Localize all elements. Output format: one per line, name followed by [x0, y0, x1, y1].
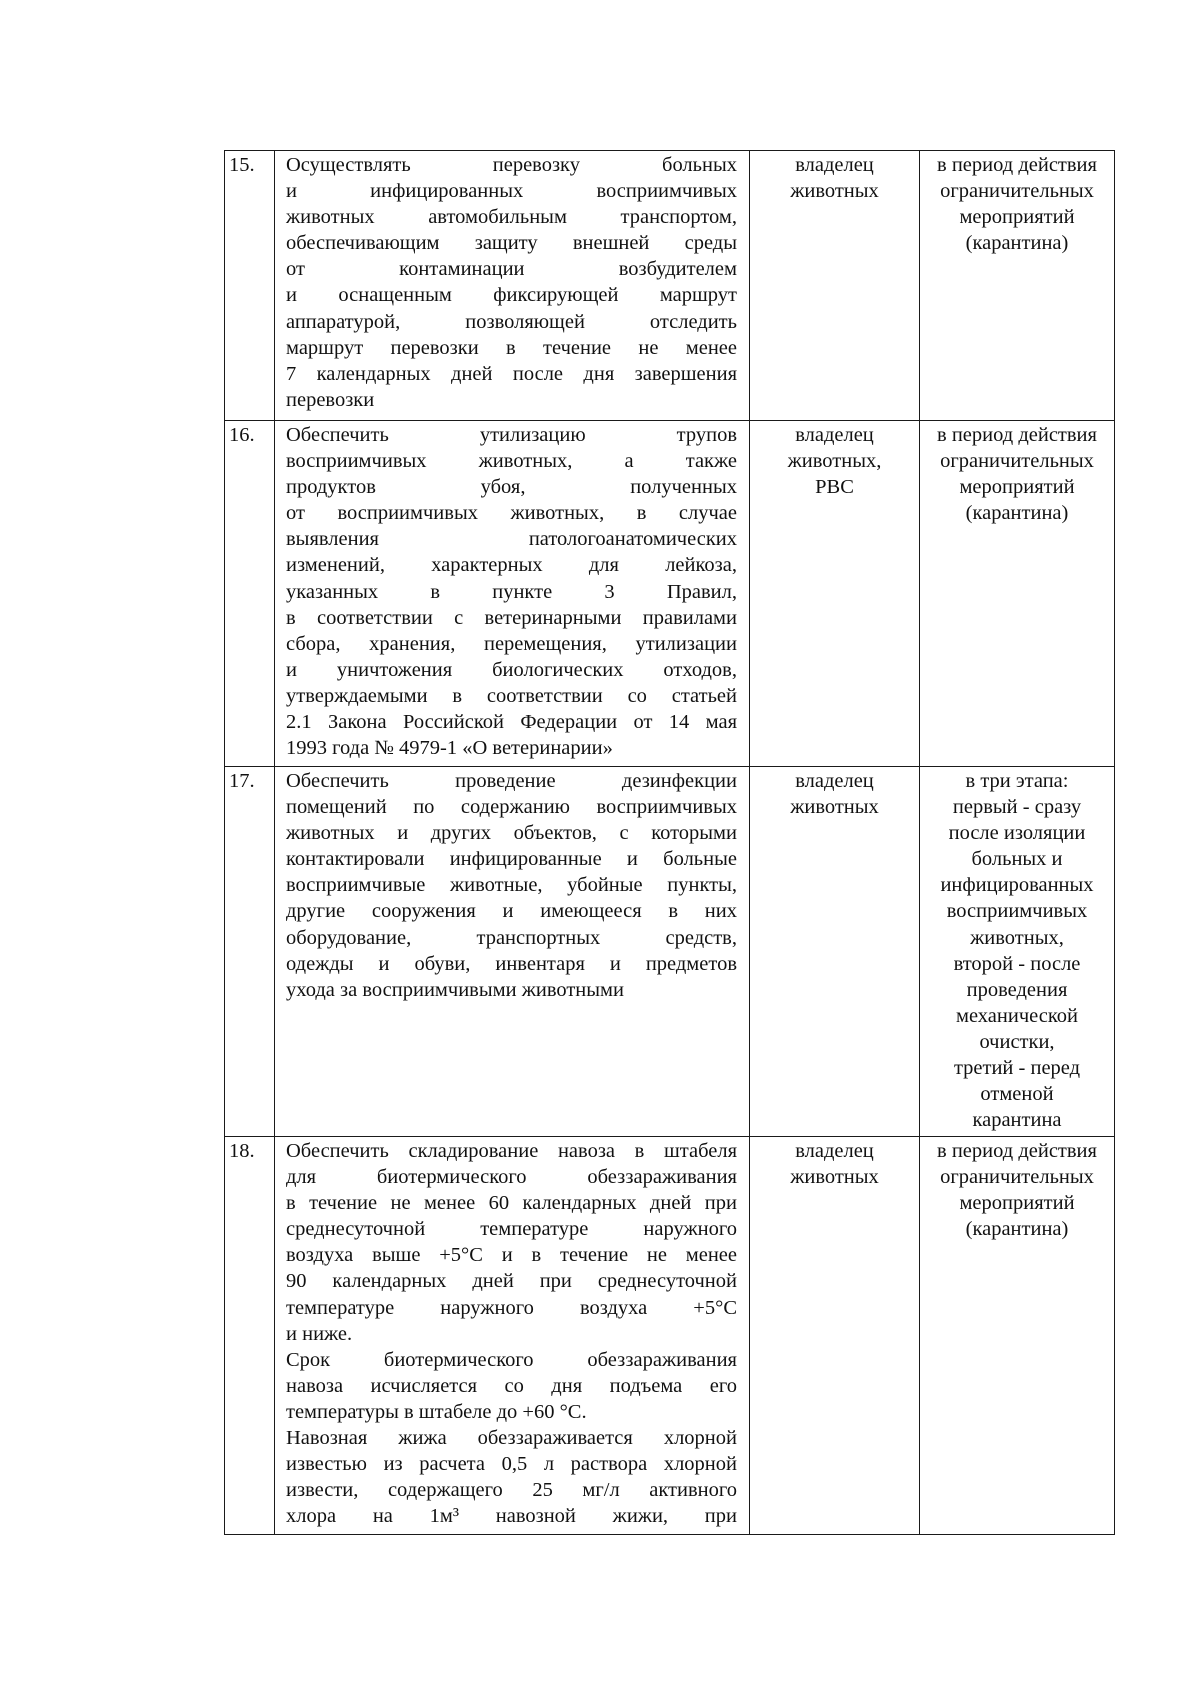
- action-text-line: в течение не менее 60 календарных дней при: [286, 1192, 737, 1215]
- action-text-line: обеспечивающим защиту внешней среды: [286, 232, 737, 255]
- responsible-cell: [750, 151, 920, 421]
- action-text-line: в соответствии с ветеринарными правилами: [286, 606, 737, 629]
- term-text-line: инфицированных: [940, 874, 1094, 897]
- action-text-line: другие сооружения и имеющееся в них: [286, 900, 737, 923]
- term-text-line: ограничительных: [940, 180, 1094, 203]
- responsible-text-line: животных: [790, 796, 879, 819]
- responsible-text-line: владелец: [795, 1140, 874, 1162]
- table-body: [225, 151, 1115, 1535]
- term-text-line: мероприятий: [959, 476, 1075, 499]
- term-text-line: ограничительных: [940, 450, 1094, 473]
- action-text-line: Обеспечить утилизацию трупов: [286, 424, 737, 446]
- action-text-line: 7 календарных дней после дня завершения: [286, 362, 737, 385]
- measures-table: [224, 150, 1115, 1535]
- action-text-line: воздуха выше +5°С и в течение не менее: [286, 1244, 737, 1267]
- action-text-line: одежды и обуви, инвентаря и предметов: [286, 952, 737, 975]
- action-cell: [275, 767, 750, 1137]
- term-text-line: в три этапа:: [965, 770, 1069, 792]
- term-cell: [920, 421, 1115, 767]
- action-text-line: оборудование, транспортных средств,: [286, 926, 737, 949]
- action-text-line: помещений по содержанию восприимчивых: [286, 796, 737, 819]
- action-text-line: температуры в штабеле до +60 °С.: [286, 1400, 587, 1423]
- term-text-line: в период действия: [937, 1140, 1097, 1162]
- action-text-line: животных автомобильным транспортом,: [286, 206, 737, 229]
- action-text-line: утверждаемыми в соответствии со статьей: [286, 684, 737, 707]
- action-text-line: аппаратурой, позволяющей отследить: [286, 310, 737, 333]
- action-text-line: навоза исчисляется со дня подъема его: [286, 1374, 737, 1397]
- term-text-line: ограничительных: [940, 1166, 1094, 1189]
- term-text-line: больных и: [971, 848, 1063, 871]
- action-text-line: Навозная жижа обеззараживается хлорной: [286, 1427, 737, 1450]
- responsible-cell: [750, 421, 920, 767]
- action-cell: [275, 421, 750, 767]
- term-text-line: мероприятий: [959, 1192, 1075, 1215]
- action-text-line: маршрут перевозки в течение не менее: [286, 336, 737, 359]
- action-text-line: восприимчивых животных, а также: [286, 450, 737, 473]
- action-text-line: восприимчивые животные, убойные пункты,: [286, 874, 737, 897]
- action-text-line: указанных в пункте 3 Правил,: [286, 580, 737, 603]
- term-text-line: в период действия: [937, 424, 1097, 446]
- action-text-line: ухода за восприимчивыми животными: [286, 978, 624, 1001]
- term-text-line: мероприятий: [959, 206, 1075, 229]
- term-text-line: после изоляции: [948, 822, 1086, 845]
- responsible-cell: [750, 1137, 920, 1535]
- table-row: [225, 1137, 1115, 1535]
- term-text-line: карантина: [972, 1109, 1062, 1132]
- action-text-line: продуктов убоя, полученных: [286, 476, 737, 499]
- action-text-line: контактировали инфицированные и больные: [286, 848, 737, 871]
- term-text-line: механической: [956, 1004, 1078, 1027]
- responsible-text-line: животных: [790, 180, 879, 203]
- term-cell: [920, 767, 1115, 1137]
- action-text-line: Осуществлять перевозку больных: [286, 154, 737, 176]
- action-text-line: от контаминации возбудителем: [286, 258, 737, 281]
- action-text-line: и оснащенным фиксирующей маршрут: [286, 284, 737, 307]
- action-text-line: хлора на 1м³ навозной жижи, при: [286, 1505, 737, 1528]
- action-text-line: известью из расчета 0,5 л раствора хлорной: [286, 1453, 737, 1476]
- action-text-line: изменений, характерных для лейкоза,: [286, 554, 737, 577]
- responsible-cell: [750, 767, 920, 1137]
- action-text-line: 90 календарных дней при среднесуточной: [286, 1270, 737, 1293]
- action-text-line: извести, содержащего 25 мг/л активного: [286, 1479, 737, 1502]
- action-text-line: среднесуточной температуре наружного: [286, 1218, 737, 1241]
- action-text-line: и уничтожения биологических отходов,: [286, 658, 737, 681]
- row-number: 16.: [225, 421, 275, 767]
- term-text-line: восприимчивых: [946, 900, 1088, 923]
- responsible-text-line: животных: [790, 1166, 879, 1189]
- term-text-line: (карантина): [965, 502, 1069, 525]
- term-text-line: (карантина): [965, 1218, 1069, 1241]
- term-text-line: животных,: [970, 926, 1064, 949]
- term-cell: [920, 1137, 1115, 1535]
- term-text-line: первый - сразу: [952, 796, 1082, 819]
- row-number: 18.: [225, 1137, 275, 1535]
- responsible-text-line: животных,: [787, 450, 882, 473]
- action-text-line: Обеспечить проведение дезинфекции: [286, 770, 737, 792]
- row-number: 15.: [225, 151, 275, 421]
- term-text-line: в период действия: [937, 154, 1097, 176]
- action-text-line: Срок биотермического обеззараживания: [286, 1348, 737, 1371]
- term-text-line: отменой: [980, 1083, 1054, 1106]
- table-row: [225, 421, 1115, 767]
- responsible-text-line: владелец: [795, 154, 874, 176]
- table-row: [225, 151, 1115, 421]
- action-text-line: температуре наружного воздуха +5°С: [286, 1296, 737, 1319]
- term-text-line: (карантина): [965, 232, 1069, 255]
- responsible-text-line: владелец: [795, 424, 874, 446]
- action-cell: [275, 1137, 750, 1535]
- action-text-line: перевозки: [286, 388, 375, 411]
- action-text-line: от восприимчивых животных, в случае: [286, 502, 737, 525]
- action-text-line: Обеспечить складирование навоза в штабеля: [286, 1140, 737, 1162]
- term-text-line: проведения: [966, 978, 1068, 1001]
- action-text-line: для биотермического обеззараживания: [286, 1166, 737, 1189]
- responsible-text-line: РВС: [815, 476, 854, 499]
- action-text-line: животных и других объектов, с которыми: [286, 822, 737, 845]
- term-text-line: очистки,: [979, 1030, 1055, 1053]
- action-text-line: сбора, хранения, перемещения, утилизации: [286, 632, 737, 655]
- action-text-line: и ниже.: [286, 1322, 353, 1345]
- term-text-line: второй - после: [953, 952, 1081, 975]
- action-cell: [275, 151, 750, 421]
- action-text-line: 2.1 Закона Российской Федерации от 14 мая: [286, 711, 737, 734]
- table-row: [225, 767, 1115, 1137]
- row-number: 17.: [225, 767, 275, 1137]
- responsible-text-line: владелец: [795, 770, 874, 792]
- action-text-line: и инфицированных восприимчивых: [286, 180, 737, 203]
- term-text-line: третий - перед: [953, 1057, 1081, 1080]
- term-cell: [920, 151, 1115, 421]
- action-text-line: 1993 года № 4979-1 «О ветеринарии»: [286, 737, 613, 760]
- action-text-line: выявления патологоанатомических: [286, 528, 737, 551]
